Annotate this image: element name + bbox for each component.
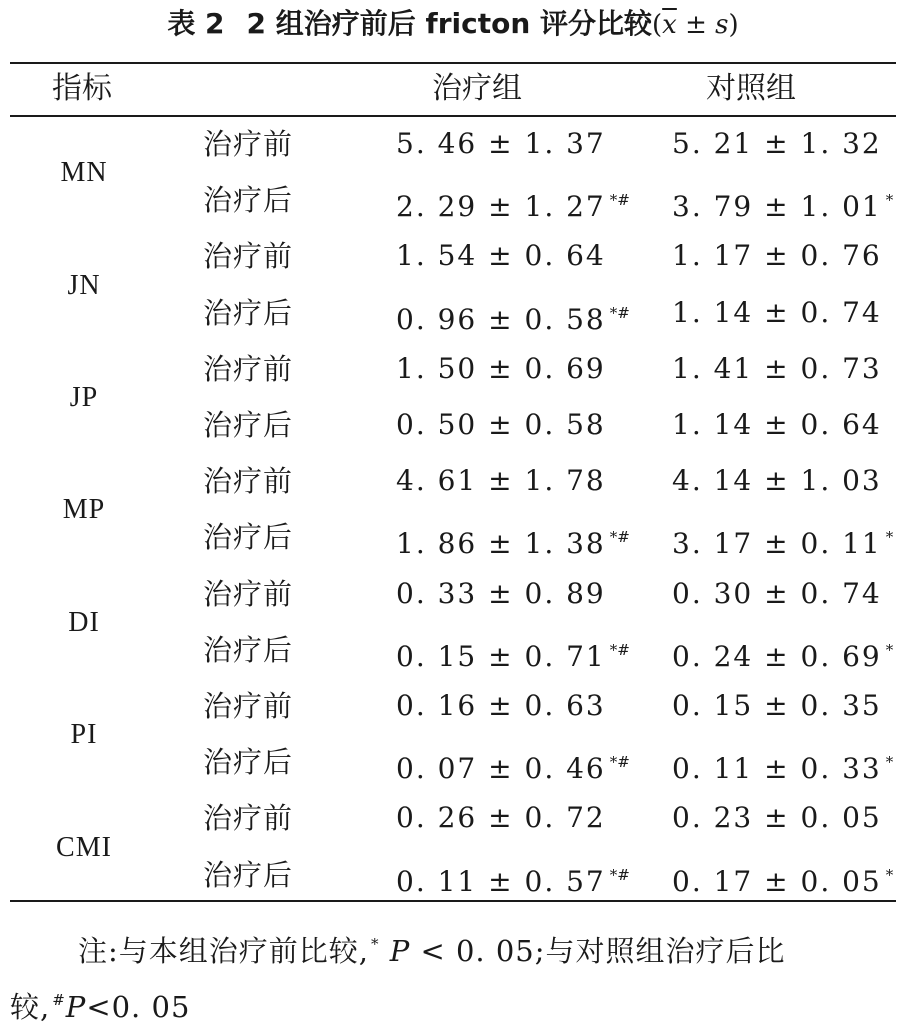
group-label: JN <box>67 269 101 301</box>
pm-symbol: ± <box>676 10 716 40</box>
phase-label: 治疗前 <box>203 464 294 499</box>
treatment-value-cell <box>396 466 606 496</box>
phase-label: 治疗后 <box>203 183 294 218</box>
significance-mark: * <box>885 753 894 772</box>
mean-symbol: $\overline{x}$ <box>662 10 677 40</box>
group-label: JP <box>69 381 99 413</box>
control-value-cell <box>672 803 882 833</box>
phase-label: 治疗后 <box>203 408 294 442</box>
note-prefix: 注:与本组治疗前比较, <box>78 934 369 968</box>
phase-label: 治疗前 <box>203 801 294 836</box>
control-value: 3. 79 ± 1. 01 <box>672 190 882 224</box>
significance-mark: *# <box>609 191 630 210</box>
control-value-cell <box>672 466 882 496</box>
treatment-value: 0. 15 ± 0. 71 <box>396 639 606 673</box>
phase-label: 治疗前 <box>203 239 294 274</box>
control-value-cell <box>672 241 882 271</box>
treatment-value-cell <box>396 747 630 784</box>
control-value: 1. 14 ± 0. 74 <box>672 295 882 329</box>
control-value-cell <box>672 691 882 721</box>
header-treatment-group: 治疗组 <box>432 71 522 106</box>
treatment-value-cell <box>396 241 606 271</box>
phase-label: 治疗前 <box>203 689 294 723</box>
note-star-mark: * <box>371 935 380 953</box>
treatment-value: 2. 29 ± 1. 27 <box>396 190 606 224</box>
table-note-line-1 <box>10 916 896 979</box>
treatment-value-cell <box>396 298 630 335</box>
control-value-cell <box>672 351 882 385</box>
significance-mark: *# <box>609 303 630 322</box>
table-note-line-2 <box>10 972 896 1035</box>
note-prefix-2: 较, <box>10 990 51 1024</box>
table-bottom-rule <box>10 900 896 902</box>
significance-mark: *# <box>609 753 630 772</box>
significance-mark: * <box>885 528 894 547</box>
treatment-value-cell <box>396 522 630 559</box>
treatment-value: 1. 54 ± 0. 64 <box>396 239 606 273</box>
control-value: 0. 30 ± 0. 74 <box>672 576 882 610</box>
phase-label: 治疗前 <box>203 127 294 161</box>
stat-notation <box>652 10 739 40</box>
treatment-value-cell <box>396 860 630 897</box>
phase-label: 治疗后 <box>203 520 294 555</box>
control-value: 0. 23 ± 0. 05 <box>672 801 882 835</box>
group-label: PI <box>70 719 98 751</box>
control-value-cell <box>672 185 893 222</box>
significance-mark: *# <box>609 528 630 547</box>
phase-label: 治疗后 <box>203 857 294 892</box>
control-value-cell <box>672 522 893 559</box>
treatment-value: 0. 50 ± 0. 58 <box>396 408 606 441</box>
treatment-value: 1. 86 ± 1. 38 <box>396 527 606 561</box>
control-value-cell <box>672 860 893 897</box>
control-value-cell <box>672 635 893 672</box>
treatment-value-cell <box>396 185 630 222</box>
phase-label: 治疗后 <box>203 295 294 330</box>
group-label: DI <box>68 606 100 638</box>
treatment-value: 0. 33 ± 0. 89 <box>396 576 606 610</box>
control-value-cell <box>672 129 882 159</box>
treatment-value: 0. 96 ± 0. 58 <box>396 302 606 336</box>
treatment-value-cell <box>396 351 606 385</box>
treatment-value: 0. 26 ± 0. 72 <box>396 801 606 835</box>
table-header-rule <box>10 115 896 117</box>
significance-mark: *# <box>609 865 630 884</box>
table-label: 表 2 <box>167 7 225 40</box>
treatment-value: 1. 50 ± 0. 69 <box>396 351 606 385</box>
control-value: 1. 14 ± 0. 64 <box>672 408 882 441</box>
control-value: 1. 17 ± 0. 76 <box>672 239 882 273</box>
close-paren: ) <box>728 10 739 40</box>
significance-mark: *# <box>609 640 630 659</box>
note-threshold-2: <0. 05 <box>86 990 191 1024</box>
control-value: 5. 21 ± 1. 32 <box>672 127 882 160</box>
phase-label: 治疗后 <box>203 632 294 667</box>
treatment-value: 4. 61 ± 1. 78 <box>396 464 606 498</box>
treatment-value-cell <box>396 803 606 833</box>
table-caption <box>0 2 906 46</box>
header-indicator: 指标 <box>52 71 112 106</box>
significance-mark: * <box>885 191 894 210</box>
control-value: 1. 41 ± 0. 73 <box>672 351 882 385</box>
note-hash-mark: # <box>52 991 66 1009</box>
table-title: 2 组治疗前后 fricton 评分比较 <box>246 7 653 40</box>
treatment-value: 0. 16 ± 0. 63 <box>396 689 606 722</box>
significance-mark: * <box>885 865 894 884</box>
treatment-value-cell <box>396 410 606 440</box>
group-label: MP <box>62 494 106 526</box>
treatment-value: 5. 46 ± 1. 37 <box>396 127 606 160</box>
open-paren: ( <box>652 10 663 40</box>
phase-label: 治疗前 <box>203 576 294 611</box>
treatment-value-cell <box>396 576 606 610</box>
treatment-value: 0. 07 ± 0. 46 <box>396 752 606 786</box>
control-value: 3. 17 ± 0. 11 <box>672 527 882 561</box>
group-label: MN <box>60 157 108 189</box>
control-value: 4. 14 ± 1. 03 <box>672 464 882 498</box>
note-p-symbol: P <box>389 934 411 968</box>
significance-mark: * <box>885 640 894 659</box>
control-value-cell <box>672 576 882 610</box>
treatment-value-cell <box>396 635 630 672</box>
control-value-cell <box>672 747 893 784</box>
phase-label: 治疗前 <box>203 351 294 386</box>
control-value-cell <box>672 410 882 440</box>
table-top-rule <box>10 62 896 64</box>
header-control-group: 对照组 <box>706 71 796 106</box>
sd-symbol: s <box>715 10 729 40</box>
note-threshold: < 0. 05 <box>410 934 535 968</box>
phase-label: 治疗后 <box>203 745 294 780</box>
note-p-symbol-2: P <box>65 990 87 1024</box>
treatment-value-cell <box>396 129 606 159</box>
group-label: CMI <box>56 831 112 863</box>
control-value: 0. 24 ± 0. 69 <box>672 639 882 673</box>
control-value: 0. 17 ± 0. 05 <box>672 864 882 898</box>
control-value-cell <box>672 295 882 329</box>
treatment-value: 0. 11 ± 0. 57 <box>396 864 606 898</box>
note-suffix: ;与对照组治疗后比 <box>534 934 786 968</box>
control-value: 0. 15 ± 0. 35 <box>672 689 882 722</box>
control-value: 0. 11 ± 0. 33 <box>672 752 882 786</box>
treatment-value-cell <box>396 691 606 721</box>
